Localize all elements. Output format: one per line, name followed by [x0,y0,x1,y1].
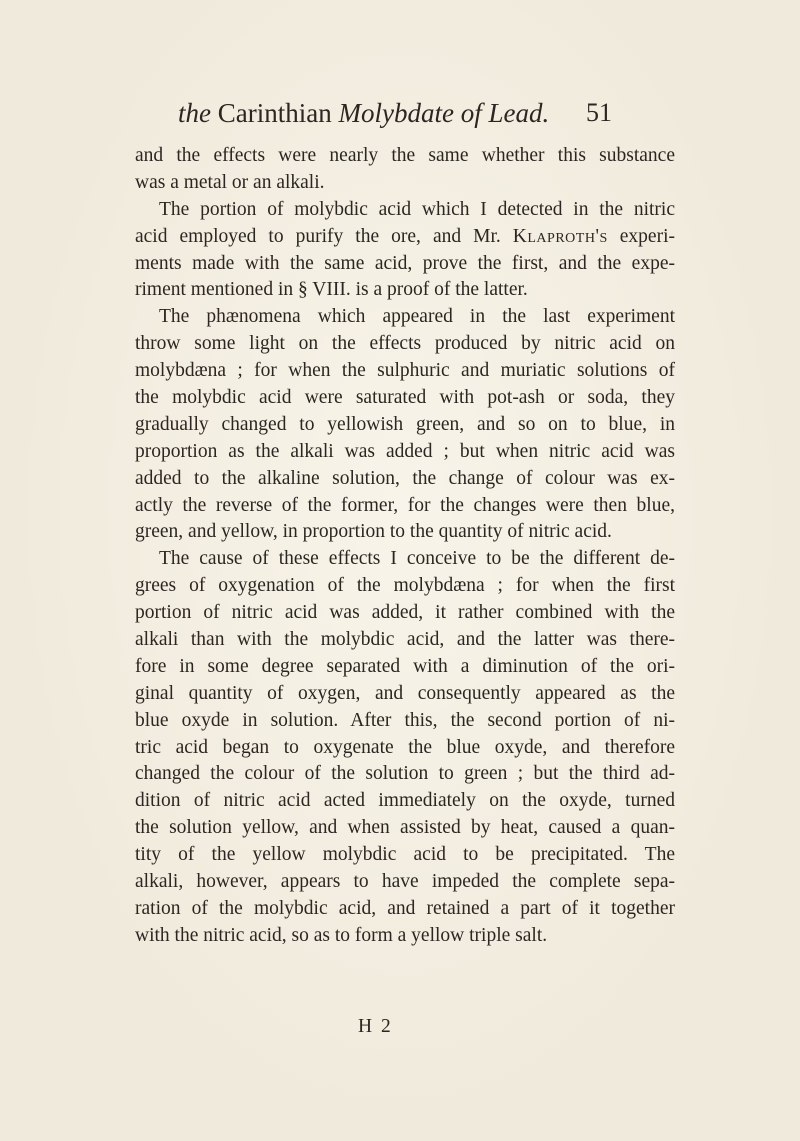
text-line: The cause of these effects I conceive to be the different de- [159,548,675,570]
text-line: blue oxyde in solution. After this, the second portion of ni- [135,709,675,731]
text-line: changed the colour of the solution to green ; but the third ad- [135,763,675,785]
text-line: The portion of molybdic acid which I detected in the nitric [159,198,675,220]
text-line: ginal quantity of oxygen, and consequently appeared as the [135,682,675,704]
text-line: actly the reverse of the former, for the changes were then blue, [135,494,675,516]
text-line: tity of the yellow molybdic acid to be precipitated. The [135,844,675,866]
running-title-prefix: the [178,98,211,128]
text-line: was a metal or an alkali. [135,171,325,193]
signature-mark: H 2 [358,1016,393,1037]
text-line: ments made with the same acid, prove the first, and the expe- [135,252,675,274]
small-caps-name: Klaproth's [512,225,608,247]
text-line: alkali than with the molybdic acid, and the latter was there- [135,629,675,651]
text-line: the solution yellow, and when assisted by heat, caused a quan- [135,817,675,839]
text-line: grees of oxygenation of the molybdæna ; for when the first [135,575,675,597]
text-line: riment mentioned in § VIII. is a proof of the latter. [135,279,528,301]
text-line: ration of the molybdic acid, and retained a part of it together [135,897,675,919]
body-text [135,143,675,950]
text-line: proportion as the alkali was added ; but when nitric acid was [135,440,675,462]
text-line: the molybdic acid were saturated with pot-ash or soda, they [135,387,675,409]
text-line: The phænomena which appeared in the last experiment [159,306,675,328]
text-line: fore in some degree separated with a diminution of the ori- [135,655,675,677]
text-line: portion of nitric acid was added, it rather combined with the [135,602,675,624]
running-title-italic: Molybdate of Lead. [338,98,550,128]
text-line: with the nitric acid, so as to form a yellow triple salt. [135,924,548,946]
text-line: green, and yellow, in proportion to the quantity of nitric acid. [135,521,612,543]
running-title [178,98,549,129]
running-header [178,98,678,138]
page-number: 51 [586,98,612,127]
running-title-middle: Carinthian [211,98,339,128]
text-line: tric acid began to oxygenate the blue oxyde, and therefore [135,736,675,758]
text-line: alkali, however, appears to have impeded the complete sepa- [135,871,675,893]
text-line: acid employed to purify the ore, and Mr. Klaproth's experi- [135,225,675,247]
text-line: added to the alkaline solution, the change of colour was ex- [135,467,675,489]
text-line: throw some light on the effects produced by nitric acid on [135,333,675,355]
text-line: gradually changed to yellowish green, and so on to blue, in [135,413,675,435]
text-line: and the effects were nearly the same whether this substance [135,145,675,166]
text-line: molybdæna ; for when the sulphuric and muriatic solutions of [135,360,675,382]
text-line: dition of nitric acid acted immediately on the oxyde, turned [135,790,675,812]
